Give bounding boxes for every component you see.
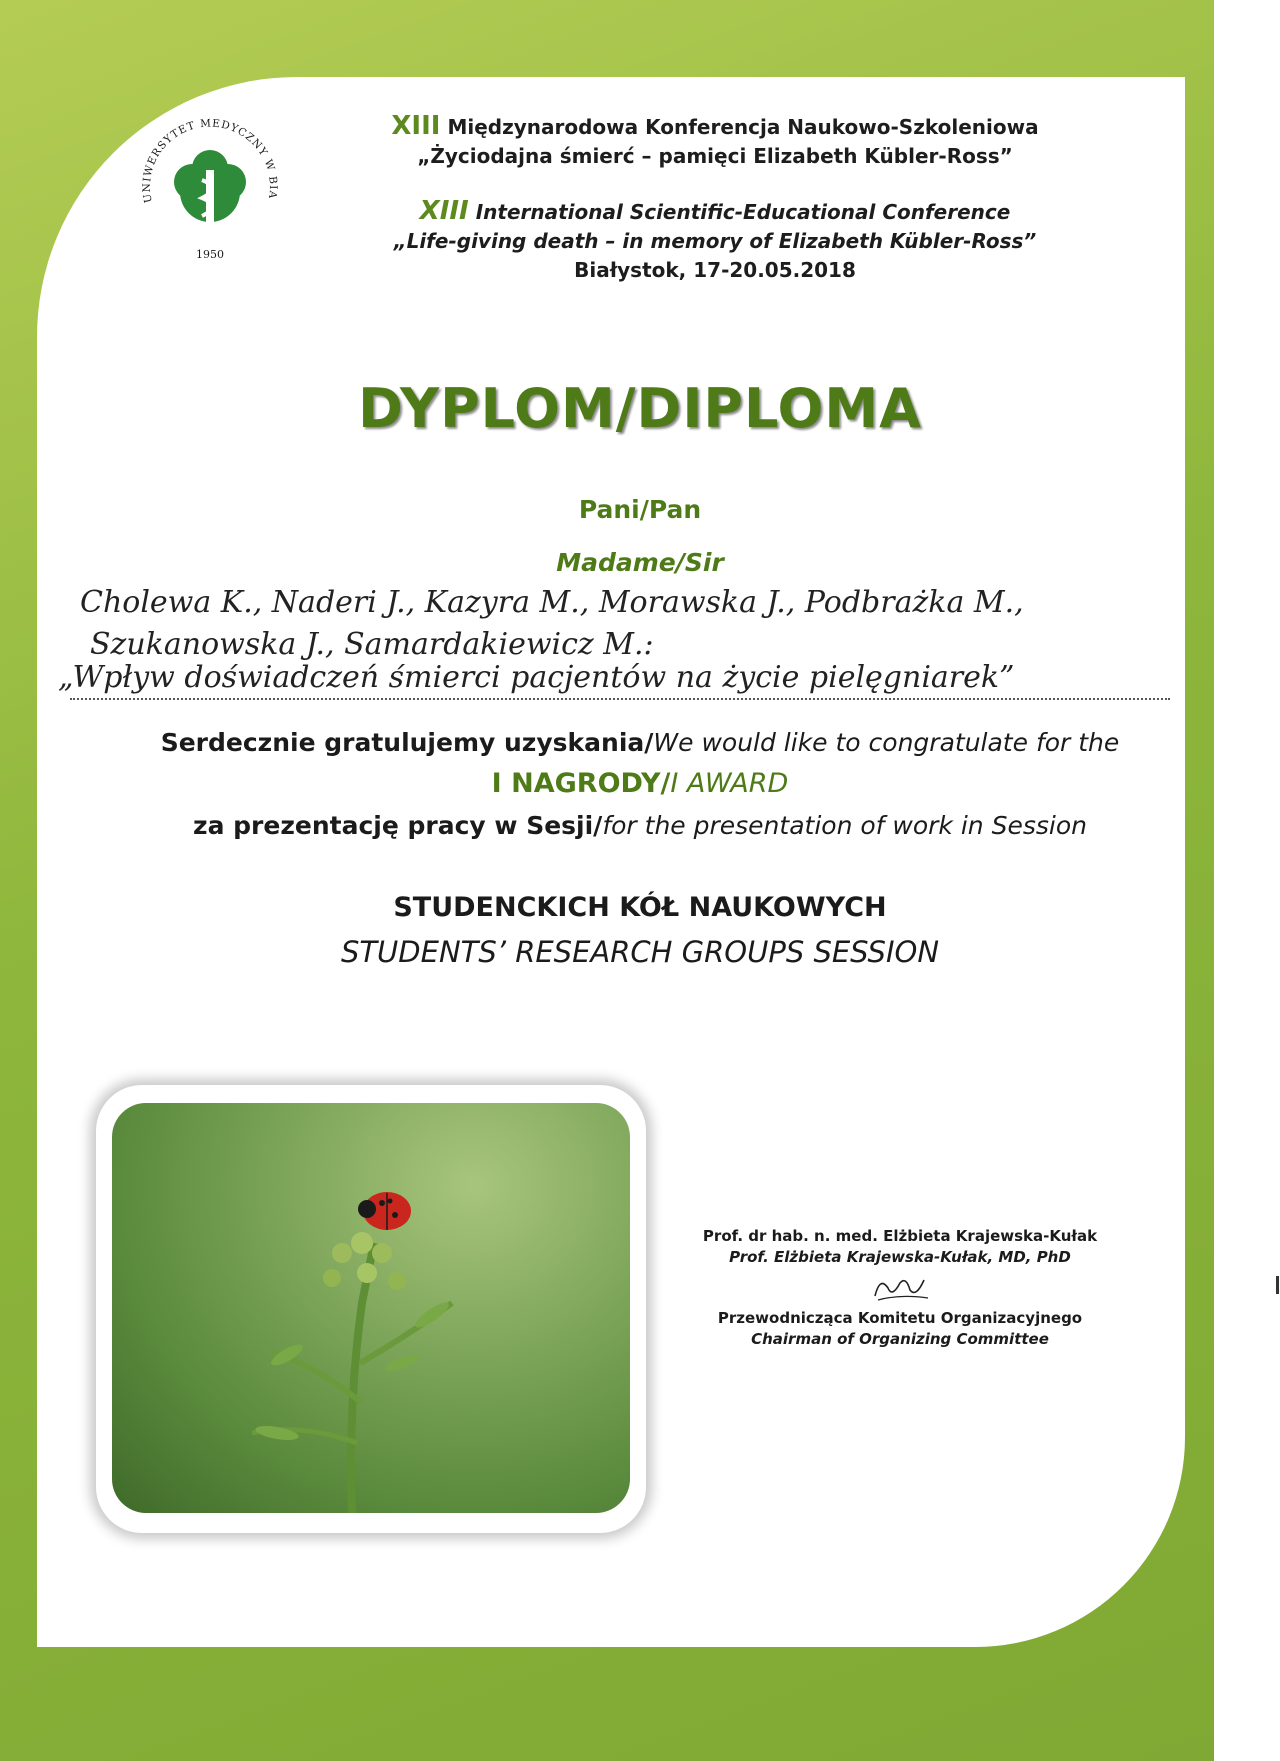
conference-header <box>370 112 1060 285</box>
presentation-pl: za prezentację pracy w Sesji/ <box>193 811 603 840</box>
salutation-en: Madame/Sir <box>556 548 724 577</box>
congrats-pl: Serdecznie gratulujemy uzyskania/ <box>160 728 654 757</box>
logo-ring-text: UNIWERSYTET MEDYCZNY W BIA <box>140 117 280 204</box>
diploma-title: DYPLOM/DIPLOMA <box>358 377 922 440</box>
signatory-name-en: Prof. Elżbieta Krajewska-Kułak, MD, PhD <box>729 1248 1071 1266</box>
signatory-role-pl: Przewodnicząca Komitetu Organizacyjnego <box>717 1309 1083 1327</box>
award-line <box>0 768 1280 799</box>
scan-mark <box>1276 1276 1279 1294</box>
presentation-line <box>0 811 1280 840</box>
logo-year: 1950 <box>196 248 224 261</box>
handwritten-signature <box>690 1268 1110 1308</box>
signature-block <box>690 1226 1110 1350</box>
header-pl-text: Międzynarodowa Konferencja Naukowo-Szkoleniowa <box>447 115 1039 139</box>
signatory-role-en: Chairman of Organizing Committee <box>751 1330 1049 1348</box>
salutation-pl: Pani/Pan <box>578 495 702 524</box>
place-date: Białystok, 17-20.05.2018 <box>574 258 856 282</box>
handwritten-title: „Wpływ doświadczeń śmierci pacjentów na życie pielęgniarek” <box>58 660 1015 695</box>
congrats-en: We would like to congratulate for the <box>653 728 1120 757</box>
dotted-line <box>70 698 1170 700</box>
handwritten-authors-line2: Szukanowska J., Samardakiewicz M.: <box>90 627 654 662</box>
handwritten-authors-line1: Cholewa K., Naderi J., Kazyra M., Morawska J., Podbrażka M., <box>80 585 1024 620</box>
header-en-text: International Scientific-Educational Conference <box>475 200 1011 224</box>
roman-numeral: XIII <box>391 111 441 141</box>
header-en-line1 <box>370 197 1060 227</box>
session-en: STUDENTS’ RESEARCH GROUPS SESSION <box>340 935 940 969</box>
page-edge <box>1214 0 1280 1761</box>
photo-frame <box>96 1085 646 1533</box>
award-en: I AWARD <box>670 768 789 799</box>
header-en-line2: „Life-giving death – in memory of Elizabeth Kübler-Ross” <box>393 229 1037 253</box>
roman-numeral: XIII <box>419 196 469 226</box>
university-seal-logo <box>130 110 290 270</box>
congratulation-line <box>0 728 1280 757</box>
header-pl-line2: „Życiodajna śmierć – pamięci Elizabeth Kübler-Ross” <box>417 144 1013 168</box>
signatory-name-pl: Prof. dr hab. n. med. Elżbieta Krajewska-Kułak <box>702 1227 1098 1245</box>
award-pl: I NAGRODY/ <box>491 768 671 799</box>
header-pl-line1 <box>370 112 1060 142</box>
session-pl: STUDENCKICH KÓŁ NAUKOWYCH <box>393 892 887 923</box>
presentation-en: for the presentation of work in Session <box>602 811 1087 840</box>
ladybug-plant-photo <box>112 1103 630 1513</box>
